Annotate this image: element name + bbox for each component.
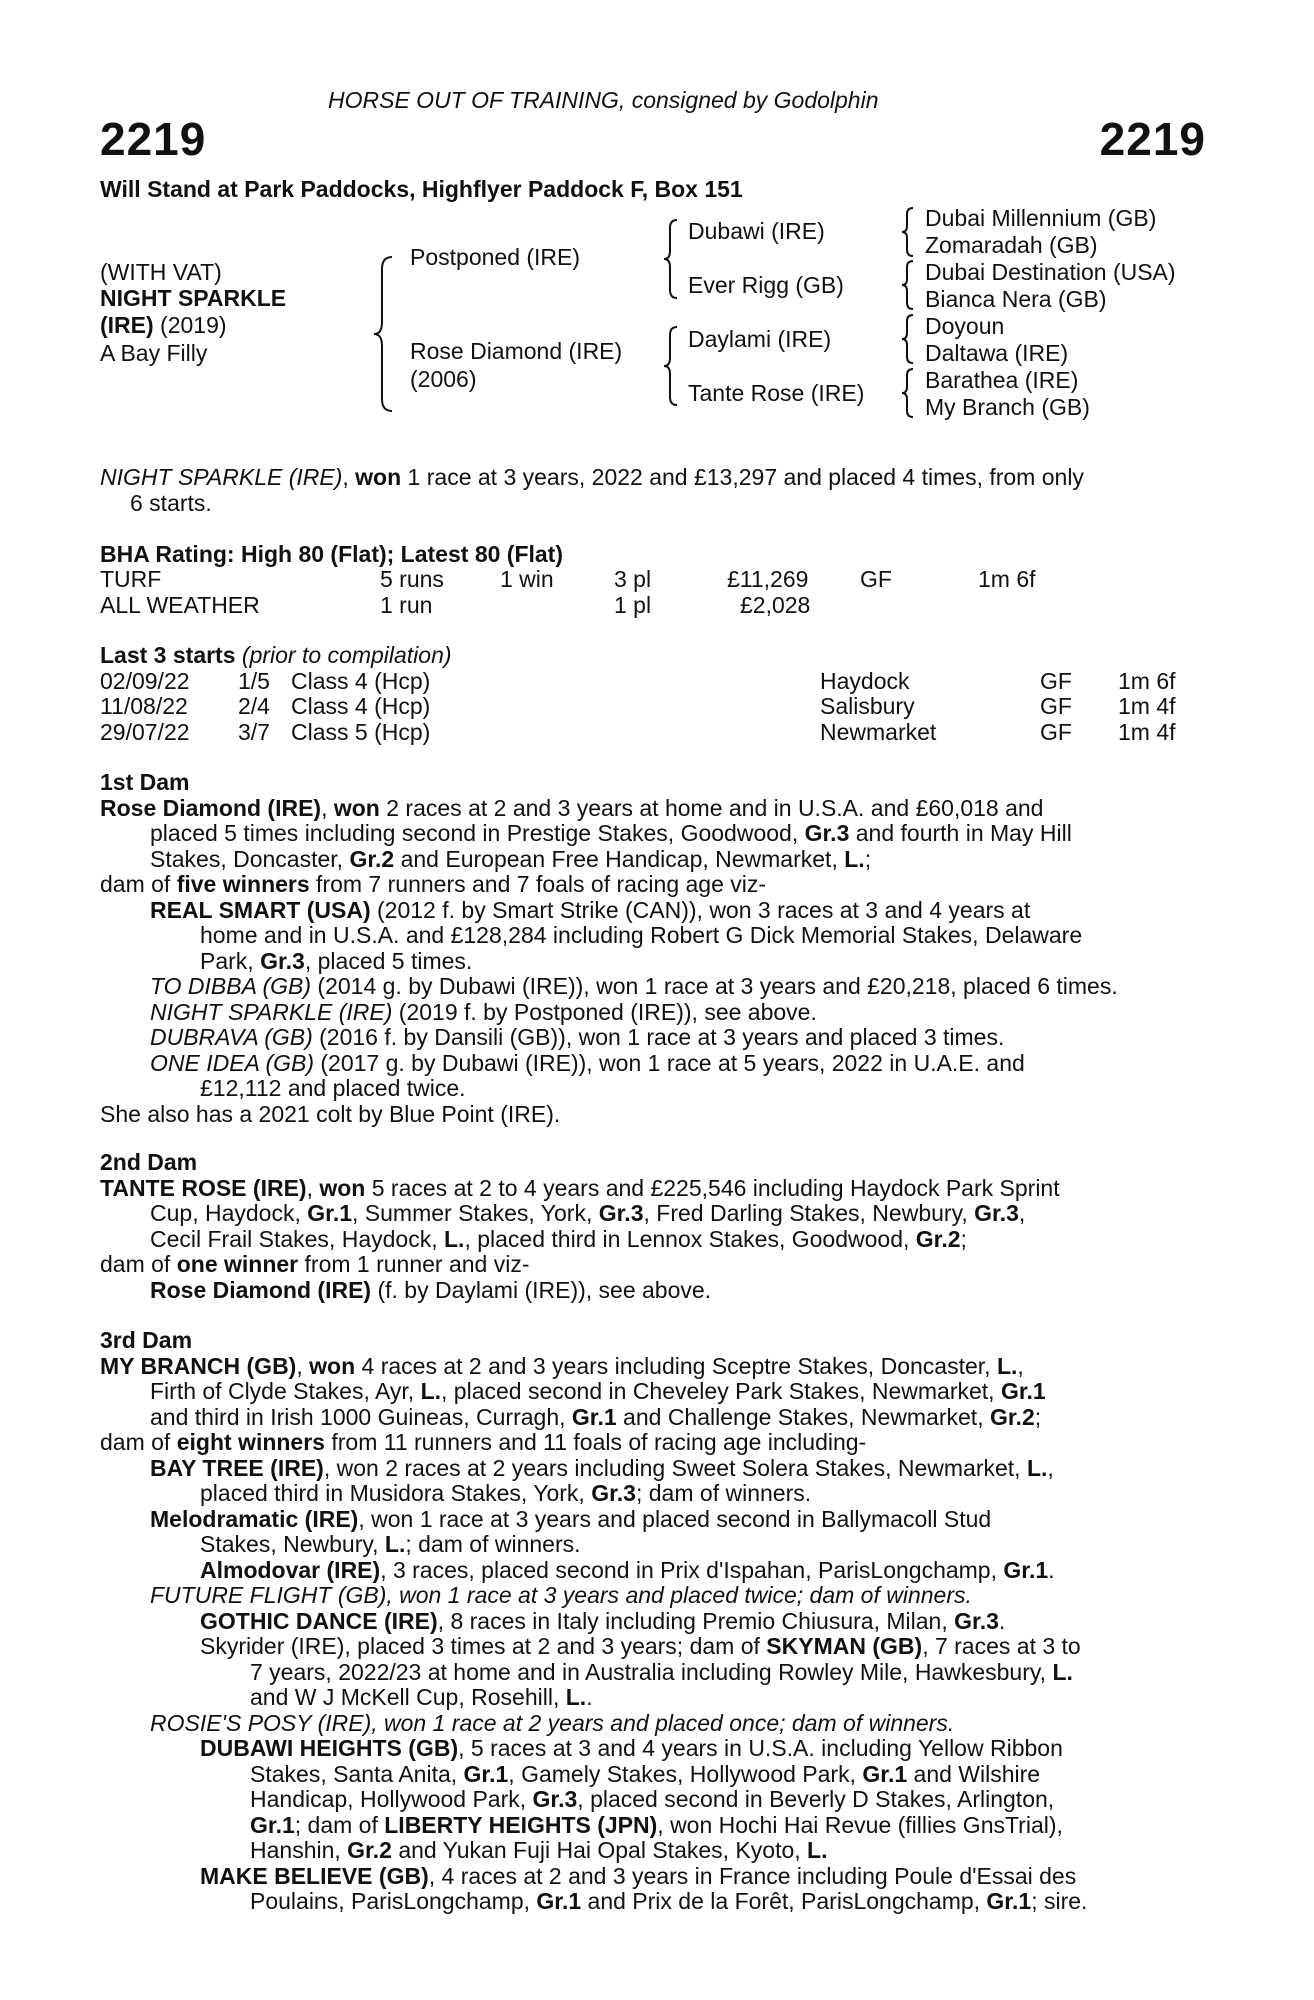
ancestor-g4-2: Zomaradah (GB) bbox=[925, 232, 1098, 258]
vat-label: (WITH VAT) bbox=[100, 259, 222, 285]
ancestor-g4-1: Dubai Millennium (GB) bbox=[925, 205, 1157, 231]
sire-name: Postponed (IRE) bbox=[410, 244, 581, 270]
ancestor-g4-7: Barathea (IRE) bbox=[925, 367, 1079, 393]
ancestor-g4-3: Dubai Destination (USA) bbox=[925, 259, 1176, 285]
first-dam-section: 1st Dam Rose Diamond (IRE), won 2 races at 2 and 3 years at home and in U.S.A. and £60,018 and placed 5 times including second in Prestige Stakes, Goodwood, Gr.3 and fourth in May Hill Stakes, Doncaster, Gr.2 and European Free Handicap, Newmarket, L.; dam of five winners from 7 runners and 7 foals of racing age viz- REAL SMART (USA) (2012 f. by Smart Strike (CAN)), won 3 races at 3 and 4 years at home and in U.S.A. and £128,284 including Robert G Dick Memorial Stakes, Delaware Park, Gr.3, placed 5 times. TO DIBBA (GB) (2014 g. by Dubawi (IRE)), won 1 race at 3 years and £20,218, placed 6 times. NIGHT SPARKLE (IRE) (2019 f. by Postponed (IRE)), see above. DUBRAVA (GB) (2016 f. by Dansili (GB)), won 1 race at 3 years and placed 3 times. ONE IDEA (GB) (2017 g. by Dubawi (IRE)), won 1 race at 5 years, 2022 in U.A.E. and £12,112 and placed twice. She also has a 2021 colt by Blue Point (IRE). bbox=[100, 770, 1205, 1127]
third-dam-section: 3rd Dam MY BRANCH (GB), won 4 races at 2 and 3 years including Sceptre Stakes, Doncaster, L., Firth of Clyde Stakes, Ayr, L., placed second in Cheveley Park Stakes, Newmarket, Gr.1 and third in Irish 1000 Guineas, Curragh, Gr.1 and Challenge Stakes, Newmarket, Gr.2; dam of eight winners from 11 runners and 11 foals of racing age including- BAY TREE (IRE), won 2 races at 2 years including Sweet Solera Stakes, Newmarket, L., placed third in Musidora Stakes, York, Gr.3; dam of winners. Melodramatic (IRE), won 1 race at 3 years and placed second in Ballymacoll Stud Stakes, Newbury, L.; dam of winners. Almodovar (IRE), 3 races, placed second in Prix d'Ispahan, ParisLongchamp, Gr.1. FUTURE FLIGHT (GB), won 1 race at 3 years and placed twice; dam of winners. GOTHIC DANCE (IRE), 8 races in Italy including Premio Chiusura, Milan, Gr.3. Skyrider (IRE), placed 3 times at 2 and 3 years; dam of SKYMAN (GB), 7 races at 3 to 7 years, 2022/23 at home and in Australia including Rowley Mile, Hawkesbury, L. and W J McKell Cup, Rosehill, L.. ROSIE'S POSY (IRE), won 1 race at 2 years and placed once; dam of winners. DUBAWI HEIGHTS (GB), 5 races at 3 and 4 years in U.S.A. including Yellow Ribbon Stakes, Santa Anita, Gr.1, Gamely Stakes, Hollywood Park, Gr.1 and Wilshire Handicap, Hollywood Park, Gr.3, placed second in Beverly D Stakes, Arlington, Gr.1; dam of LIBERTY HEIGHTS (JPN), won Hochi Hai Revue (fillies GnsTrial), Hanshin, Gr.2 and Yukan Fuji Hai Opal Stakes, Kyoto, L. MAKE BELIEVE (GB), 4 races at 2 and 3 years in France including Poule d'Essai des Poulains, ParisLongchamp, Gr.1 and Prix de la Forêt, ParisLongchamp, Gr.1; sire. bbox=[100, 1328, 1205, 1915]
ancestor-g4-5: Doyoun bbox=[925, 313, 1005, 339]
pedigree-brace-2b bbox=[662, 325, 680, 407]
pedigree-brace-1 bbox=[372, 255, 396, 413]
second-dam-heading: 2nd Dam bbox=[100, 1149, 198, 1175]
lot-number-right: 2219 bbox=[1099, 113, 1206, 165]
pedigree-brace-3a bbox=[900, 206, 916, 258]
pedigree-brace-3d bbox=[900, 367, 916, 419]
horse-name: NIGHT SPARKLE bbox=[100, 285, 287, 311]
sire-sire-name: Dubawi (IRE) bbox=[688, 218, 825, 244]
catalogue-subtitle: HORSE OUT OF TRAINING, consigned by Godolphin bbox=[328, 87, 879, 113]
stabling-location: Will Stand at Park Paddocks, Highflyer Paddock F, Box 151 bbox=[100, 176, 743, 202]
dam-sire-name: Daylami (IRE) bbox=[688, 326, 832, 352]
ancestor-g4-8: My Branch (GB) bbox=[925, 394, 1090, 420]
second-dam-section: 2nd Dam TANTE ROSE (IRE), won 5 races at 2 to 4 years and £225,546 including Haydock Park Sprint Cup, Haydock, Gr.1, Summer Stakes, York, Gr.3, Fred Darling Stakes, Newbury, Gr.3, Cecil Frail Stakes, Haydock, L., placed third in Lennox Stakes, Goodwood, Gr.2; dam of one winner from 1 runner and viz- Rose Diamond (IRE) (f. by Daylami (IRE)), see above. bbox=[100, 1150, 1205, 1303]
lot-number-left: 2219 bbox=[100, 113, 207, 165]
pedigree-brace-2a bbox=[662, 218, 680, 300]
sire-dam-name: Ever Rigg (GB) bbox=[688, 272, 844, 298]
bha-rating-heading: BHA Rating: High 80 (Flat); Latest 80 (Flat) bbox=[100, 541, 563, 567]
pedigree-brace-3b bbox=[900, 259, 916, 311]
ancestor-g4-4: Bianca Nera (GB) bbox=[925, 286, 1107, 312]
horse-name-suffix: (IRE) (2019) bbox=[100, 312, 227, 338]
dam-dam-name: Tante Rose (IRE) bbox=[688, 380, 865, 406]
pedigree-brace-3c bbox=[900, 313, 916, 365]
horse-description: A Bay Filly bbox=[100, 340, 208, 366]
race-summary: NIGHT SPARKLE (IRE), won 1 race at 3 years, 2022 and £13,297 and placed 4 times, from only 6 starts. bbox=[100, 464, 1084, 516]
first-dam-heading: 1st Dam bbox=[100, 769, 190, 795]
ancestor-g4-6: Daltawa (IRE) bbox=[925, 340, 1069, 366]
dam-year: (2006) bbox=[410, 366, 477, 392]
last-starts-heading: Last 3 starts (prior to compilation) bbox=[100, 642, 452, 668]
dam-name: Rose Diamond (IRE) bbox=[410, 338, 623, 364]
third-dam-heading: 3rd Dam bbox=[100, 1327, 193, 1353]
